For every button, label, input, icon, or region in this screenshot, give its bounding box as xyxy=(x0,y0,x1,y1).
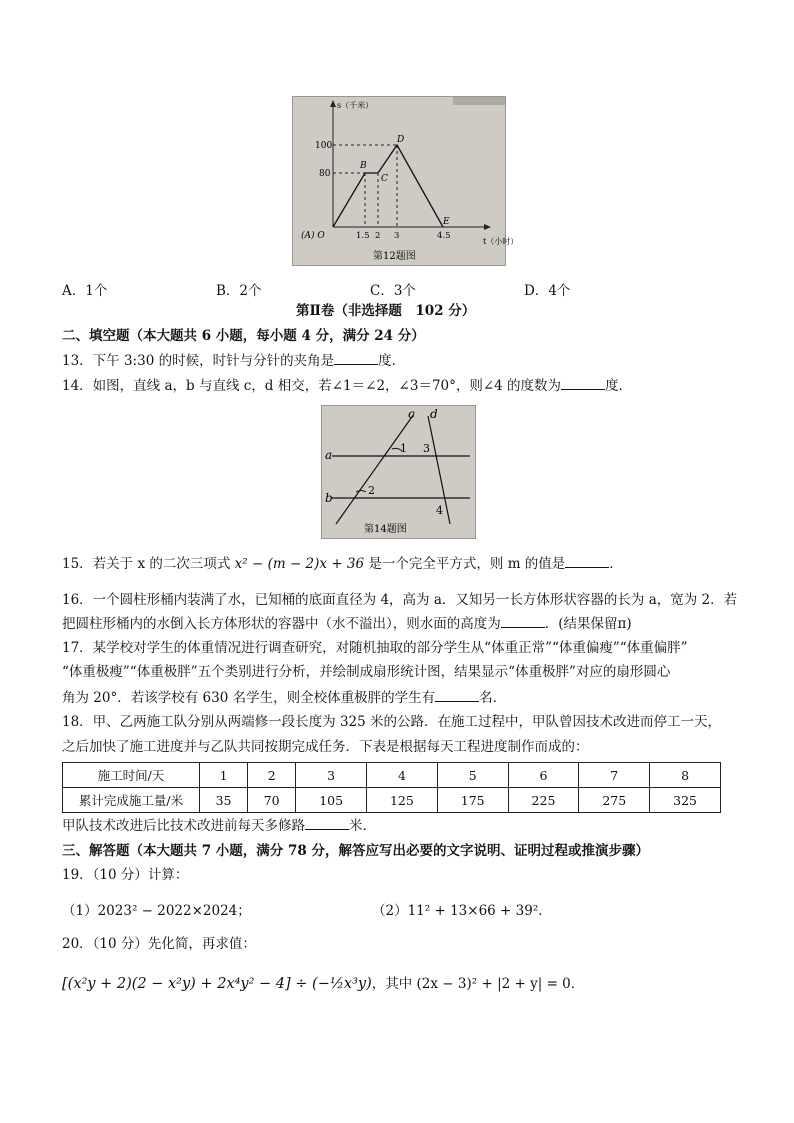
q17-blank xyxy=(435,689,479,702)
question-13 xyxy=(62,352,405,370)
question-19-part2: （2）11² + 13×66 + 39²． xyxy=(372,903,552,919)
q20-condition: ，其中 (2x − 3)² + |2 + y| = 0． xyxy=(371,976,585,992)
fig12-xtick-3: 3 xyxy=(394,231,400,241)
fig12-origin: (A) O xyxy=(301,231,325,241)
fill-section-header: 二、填空题（本大题共 6 小题，每小题 4 分，满分 24 分） xyxy=(62,328,425,344)
table-cell: 7 xyxy=(579,763,650,788)
q13-blank xyxy=(334,352,378,365)
section-2-header: 第Ⅱ卷（非选择题 102 分） xyxy=(296,303,476,319)
table-cell: 225 xyxy=(508,788,579,813)
q16-blank xyxy=(501,615,545,628)
table-cell: 35 xyxy=(200,788,248,813)
q14-text: 14．如图，直线 a，b 与直线 c，d 相交，若∠1＝∠2，∠3＝70°，则∠4 的度数为 xyxy=(62,378,562,394)
table-cell: 275 xyxy=(579,788,650,813)
fig12-xtick-1: 1.5 xyxy=(356,231,370,241)
q14-blank xyxy=(561,377,605,390)
question-16-line2 xyxy=(62,615,632,633)
fig14-line-d: d xyxy=(430,407,438,421)
q20-expression: [(x²y + 2)(2 − x²y) + 2x⁴y² − 4] ÷ (−½x³y) xyxy=(62,976,372,992)
fig12-caption: 第12题图 xyxy=(373,251,416,262)
q15-tail: ． xyxy=(609,556,623,572)
table-cell: 6 xyxy=(508,763,579,788)
fig12-ytick-80: 80 xyxy=(319,169,331,179)
table-cell: 8 xyxy=(650,763,721,788)
question-17-line1: 17．某学校对学生的体重情况进行调查研究，对随机抽取的部分学生从“体重正常”“体重偏瘦”“体重偏胖” xyxy=(62,640,688,656)
question-17-line3 xyxy=(62,689,506,707)
table-cell: 125 xyxy=(367,788,438,813)
q17-text: 角为 20°．若该学校有 630 名学生，则全校体重极胖的学生有 xyxy=(62,690,436,706)
question-17-line2: “体重极瘦”“体重极胖”五个类别进行分析，并绘制成扇形统计图，结果显示“体重极胖”对应的扇形圆心 xyxy=(62,664,671,680)
question-18-line1: 18．甲、乙两施工队分别从两端修一段长度为 325 米的公路．在施工过程中，甲队曾因技术改进而停工一天， xyxy=(62,714,722,730)
question-18-answer-line xyxy=(62,817,376,835)
table-cell: 3 xyxy=(296,763,367,788)
question-19-head: 19．（10 分）计算： xyxy=(62,867,189,883)
fig12-point-d: D xyxy=(397,135,405,145)
table-row xyxy=(63,763,721,788)
fig14-angle-1: 1 xyxy=(400,442,407,455)
table-cell: 5 xyxy=(437,763,508,788)
fig12-x-label: t（小时） xyxy=(483,237,519,246)
fig12-point-e: E xyxy=(443,217,450,227)
table-cell: 1 xyxy=(200,763,248,788)
q15-prefix: 15．若关于 x 的二次三项式 xyxy=(62,556,235,572)
option-c: C．3个 xyxy=(370,283,416,299)
option-a: A．1个 xyxy=(62,283,108,299)
fig14-line-a: a xyxy=(325,448,333,462)
figure-12-graph xyxy=(293,97,519,265)
figure-12 xyxy=(292,96,519,266)
table-cell: 70 xyxy=(248,788,296,813)
fig12-xtick-4: 4.5 xyxy=(437,231,451,241)
option-d: D．4个 xyxy=(524,283,571,299)
q14-tail: 度． xyxy=(605,378,633,394)
q15-blank xyxy=(565,555,609,568)
fig14-angle-3: 3 xyxy=(423,442,430,455)
table-cell: 4 xyxy=(367,763,438,788)
question-18-line2: 之后加快了施工进度并与乙队共同按期完成任务．下表是根据每天工程进度制作而成的： xyxy=(62,739,589,755)
q15-mid: 是一个完全平方式，则 m 的值是 xyxy=(364,556,566,572)
progress-table xyxy=(62,762,721,813)
q18-text: 甲队技术改进后比技术改进前每天多修路 xyxy=(62,818,305,834)
question-19-part1: （1）2023² − 2022×2024； xyxy=(62,903,251,919)
table-cell: 2 xyxy=(248,763,296,788)
q13-text: 13．下午 3:30 的时候，时针与分针的夹角是 xyxy=(62,353,335,369)
table-cell: 105 xyxy=(296,788,367,813)
question-20-expression-line xyxy=(62,975,584,993)
q15-expression: x² − (m − 2)x + 36 xyxy=(234,556,365,572)
question-20-head: 20．（10 分）先化简，再求值： xyxy=(62,936,256,952)
fig12-xtick-2: 2 xyxy=(375,231,381,241)
fig14-angle-2: 2 xyxy=(368,484,375,497)
question-16-line1: 16．一个圆柱形桶内装满了水，已知桶的底面直径为 4，高为 a．又知另一长方体形状容器的长为 a，宽为 2．若 xyxy=(62,592,738,608)
question-15 xyxy=(62,555,623,573)
q18-tail: 米． xyxy=(349,818,376,834)
table-row xyxy=(63,788,721,813)
figure-14-graph xyxy=(322,406,475,538)
fig14-angle-4: 4 xyxy=(436,504,443,517)
fig12-ytick-100: 100 xyxy=(315,141,333,151)
table-header-work: 累计完成施工量/米 xyxy=(63,788,200,813)
table-cell: 325 xyxy=(650,788,721,813)
option-b: B．2个 xyxy=(216,283,262,299)
q16-tail: ．(结果保留π) xyxy=(544,616,632,632)
q16-text: 把圆柱形桶内的水倒入长方体形状的容器中（水不溢出），则水面的高度为 xyxy=(62,616,501,632)
fig12-point-b: B xyxy=(360,161,367,171)
question-14 xyxy=(62,377,632,395)
fig12-y-label: s（千米） xyxy=(337,101,374,110)
fig14-line-b: b xyxy=(325,491,333,505)
fig12-point-c: C xyxy=(381,174,388,184)
solve-section-header: 三、解答题（本大题共 7 小题，满分 78 分，解答应写出必要的文字说明、证明过程或推演步骤） xyxy=(62,843,649,859)
q18-blank xyxy=(305,817,349,830)
q13-tail: 度． xyxy=(378,353,406,369)
fig14-line-c: c xyxy=(408,407,415,421)
fig14-caption: 第14题图 xyxy=(364,524,407,535)
q17-tail: 名． xyxy=(479,690,507,706)
figure-14 xyxy=(321,405,476,539)
table-cell: 175 xyxy=(437,788,508,813)
table-header-days: 施工时间/天 xyxy=(63,763,200,788)
